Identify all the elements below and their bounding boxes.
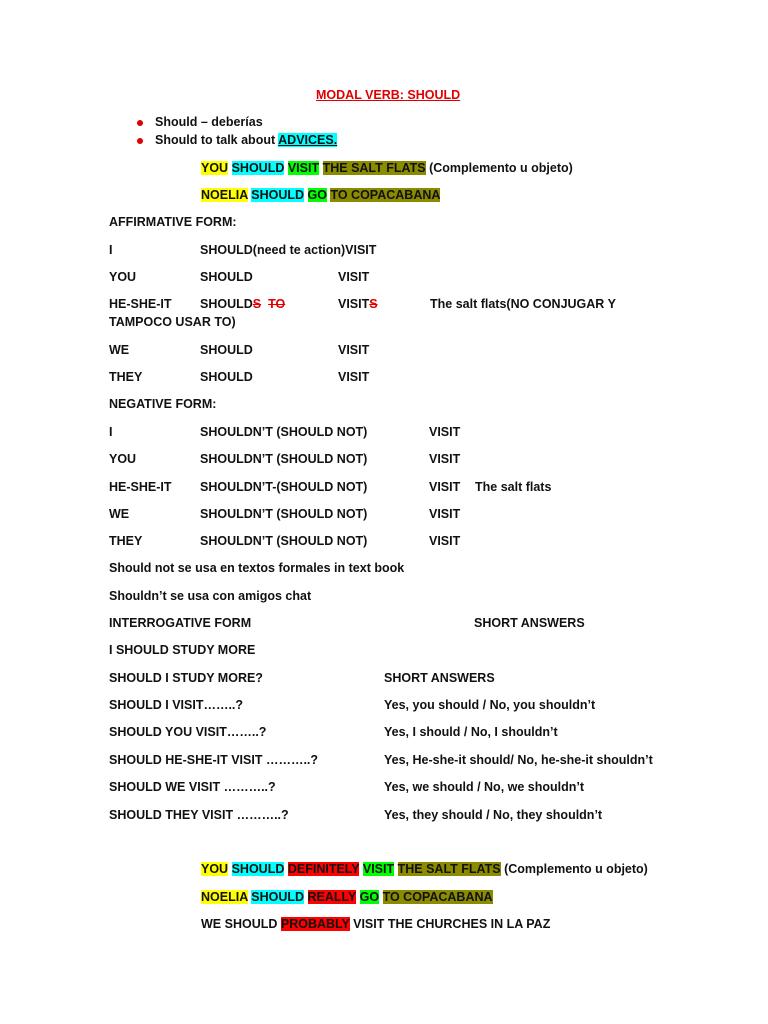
neg-subj-we: WE xyxy=(109,507,130,521)
ex3-object: THE SALT FLATS xyxy=(397,862,501,876)
ex5-pre: WE SHOULD xyxy=(201,917,281,931)
answer-2: Yes, you should / No, you shouldn’t xyxy=(384,698,596,712)
ex1-note: (Complemento u objeto) xyxy=(425,161,573,175)
aff-note-he: The salt flats(NO CONJUGAR Y xyxy=(430,297,616,311)
ex3-note: (Complemento u objeto) xyxy=(500,862,648,876)
ex4-adverb: REALLY xyxy=(307,890,357,904)
neg-verb-you: VISIT xyxy=(429,452,461,466)
neg-aux-they: SHOULDN’T (SHOULD NOT) xyxy=(200,534,368,548)
question-6: SHOULD THEY VISIT ………..? xyxy=(109,808,289,822)
neg-extra-he: The salt flats xyxy=(475,480,552,494)
interrogative-heading: INTERROGATIVE FORM xyxy=(109,616,252,630)
ex3-should: SHOULD xyxy=(231,862,285,876)
neg-aux-we: SHOULDN’T (SHOULD NOT) xyxy=(200,507,368,521)
example-1 xyxy=(201,160,573,176)
aff-subj-you: YOU xyxy=(109,270,137,284)
answer-4: Yes, He-she-it should/ No, he-she-it shouldn’t xyxy=(384,753,653,767)
bullet-1: Should – deberías xyxy=(155,115,263,129)
ex2-go: GO xyxy=(307,188,327,202)
question-5: SHOULD WE VISIT ………..? xyxy=(109,780,276,794)
aff-subj-he: HE-SHE-IT xyxy=(109,297,172,311)
bullet-dot xyxy=(137,120,143,126)
ex1-visit: VISIT xyxy=(287,161,320,175)
bullet-2 xyxy=(155,132,337,148)
negative-heading: NEGATIVE FORM: xyxy=(109,397,217,411)
aff-subj-i: I xyxy=(109,243,113,257)
bullet-2-text: Should to talk about xyxy=(155,133,279,147)
neg-subj-he: HE-SHE-IT xyxy=(109,480,172,494)
affirmative-heading: AFFIRMATIVE FORM: xyxy=(109,215,237,229)
bullet-dot xyxy=(137,138,143,144)
answer-3: Yes, I should / No, I shouldn’t xyxy=(384,725,558,739)
neg-aux-he: SHOULDN’T-(SHOULD NOT) xyxy=(200,480,368,494)
ex3-you: YOU xyxy=(201,862,229,876)
note-1: Should not se usa en textos formales in text book xyxy=(109,561,405,575)
neg-aux-you: SHOULDN’T (SHOULD NOT) xyxy=(200,452,368,466)
aff-subj-we: WE xyxy=(109,343,130,357)
ex1-should: SHOULD xyxy=(231,161,285,175)
neg-verb-we: VISIT xyxy=(429,507,461,521)
aff-verb-you: VISIT xyxy=(338,270,370,284)
aff-verb-he-text: VISIT xyxy=(338,297,370,311)
ex4-should: SHOULD xyxy=(251,890,305,904)
answer-5: Yes, we should / No, we shouldn’t xyxy=(384,780,585,794)
aff-verb-he xyxy=(338,296,378,312)
ex2-should: SHOULD xyxy=(251,188,305,202)
aff-subj-they: THEY xyxy=(109,370,143,384)
aff-verb-he-strike: S xyxy=(369,297,378,311)
ex4-object: TO COPACABANA xyxy=(382,890,493,904)
question-4: SHOULD HE-SHE-IT VISIT ………..? xyxy=(109,753,319,767)
aff-aux-they: SHOULD xyxy=(200,370,253,384)
neg-subj-you: YOU xyxy=(109,452,137,466)
ex3-adverb: DEFINITELY xyxy=(287,862,360,876)
ex4-noelia: NOELIA xyxy=(201,890,248,904)
neg-aux-i: SHOULDN’T (SHOULD NOT) xyxy=(200,425,368,439)
example-3 xyxy=(201,861,648,877)
neg-subj-they: THEY xyxy=(109,534,143,548)
question-3: SHOULD YOU VISIT……..? xyxy=(109,725,267,739)
answer-1: SHORT ANSWERS xyxy=(384,671,495,685)
aff-aux-he-strike-to: TO xyxy=(268,297,286,311)
ex1-you: YOU xyxy=(201,161,229,175)
aff-aux-he-strike-s: S xyxy=(252,297,262,311)
example-5 xyxy=(201,916,550,932)
note-2: Shouldn’t se usa con amigos chat xyxy=(109,589,312,603)
aff-aux-he-text: SHOULD xyxy=(200,297,253,311)
ex5-post: VISIT THE CHURCHES IN LA PAZ xyxy=(349,917,551,931)
question-2: SHOULD I VISIT……..? xyxy=(109,698,244,712)
ex4-go: GO xyxy=(359,890,380,904)
advices-highlight: ADVICES. xyxy=(278,133,338,147)
aff-aux-i: SHOULD(need te action)VISIT xyxy=(200,243,377,257)
aff-aux-we: SHOULD xyxy=(200,343,253,357)
neg-subj-i: I xyxy=(109,425,113,439)
statement: I SHOULD STUDY MORE xyxy=(109,643,256,657)
ex3-visit: VISIT xyxy=(362,862,395,876)
aff-verb-they: VISIT xyxy=(338,370,370,384)
aff-aux-you: SHOULD xyxy=(200,270,253,284)
short-answers-heading: SHORT ANSWERS xyxy=(474,616,585,630)
aff-verb-we: VISIT xyxy=(338,343,370,357)
example-4 xyxy=(201,889,493,905)
page-title: MODAL VERB: SHOULD xyxy=(316,88,461,102)
aff-aux-he xyxy=(200,296,285,312)
answer-6: Yes, they should / No, they shouldn’t xyxy=(384,808,603,822)
ex2-noelia: NOELIA xyxy=(201,188,248,202)
neg-verb-they: VISIT xyxy=(429,534,461,548)
aff-note-he-2: TAMPOCO USAR TO) xyxy=(109,315,236,329)
ex5-adverb: PROBABLY xyxy=(280,917,350,931)
ex1-object: THE SALT FLATS xyxy=(322,161,426,175)
ex2-object: TO COPACABANA xyxy=(330,188,441,202)
neg-verb-i: VISIT xyxy=(429,425,461,439)
question-1: SHOULD I STUDY MORE? xyxy=(109,671,263,685)
neg-verb-he: VISIT xyxy=(429,480,461,494)
example-2 xyxy=(201,187,440,203)
